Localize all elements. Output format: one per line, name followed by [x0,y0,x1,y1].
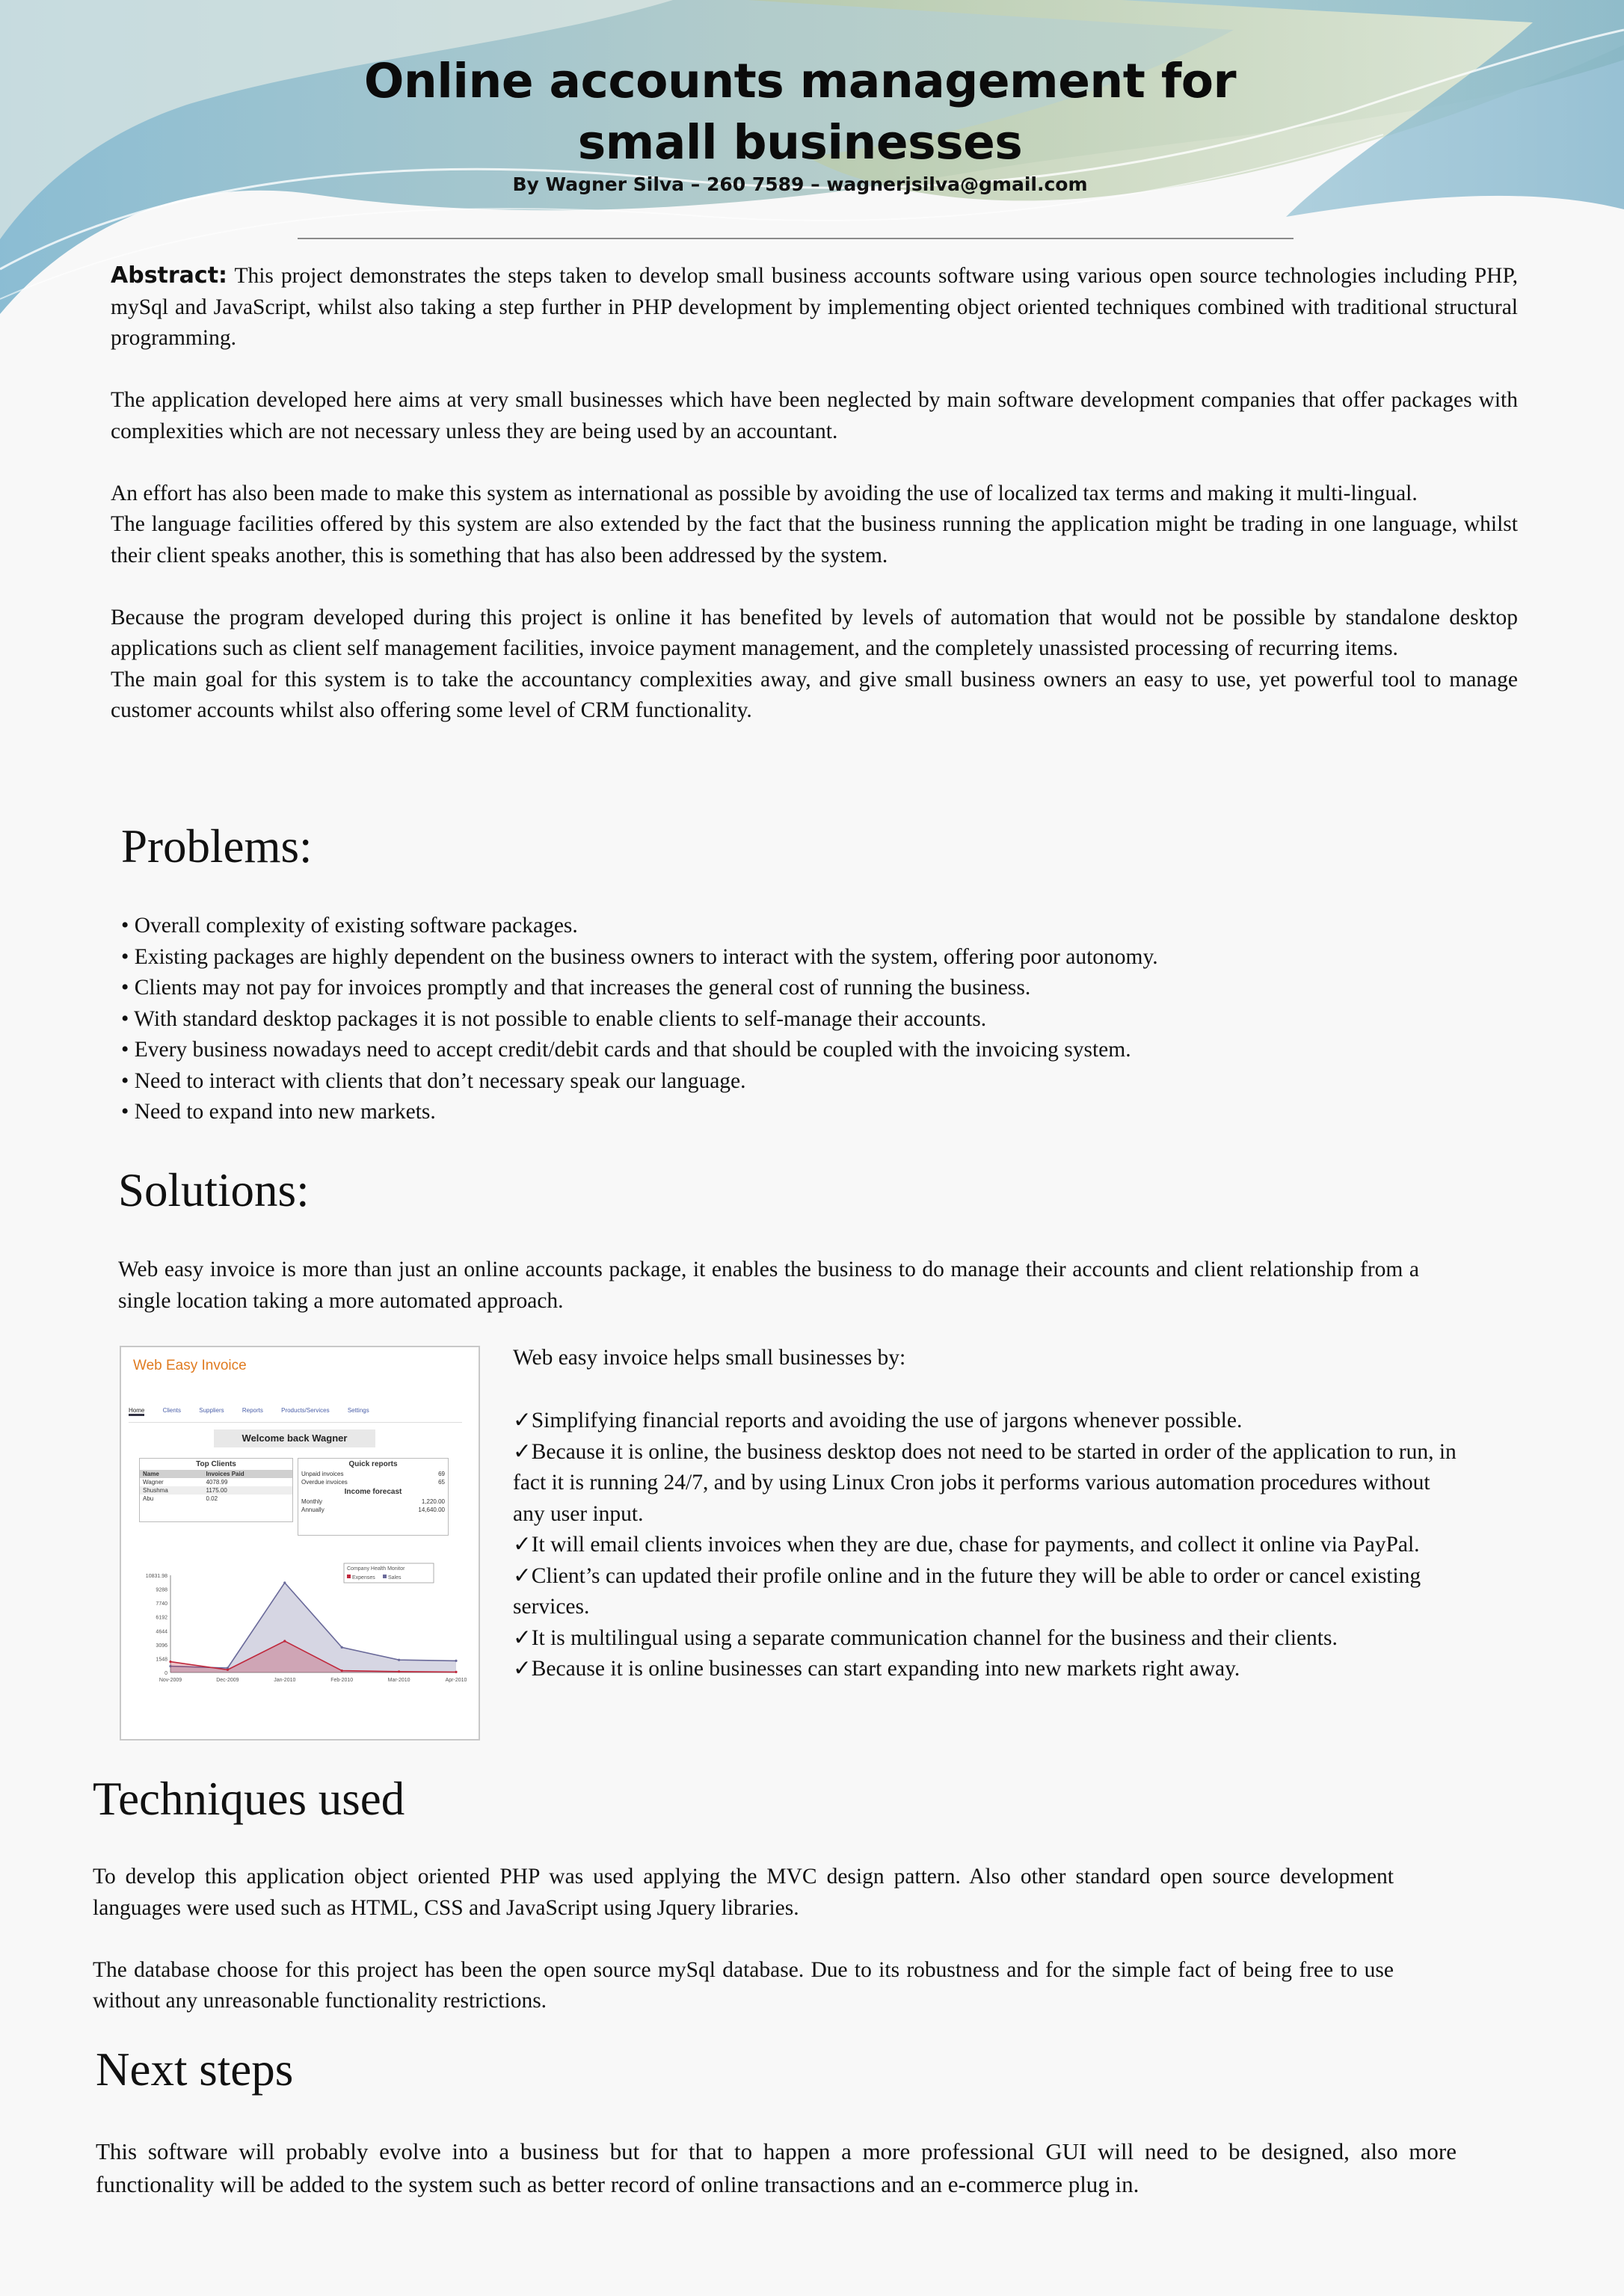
nav-products-services: Products/Services [281,1407,330,1414]
x-tick-label: Dec-2009 [216,1678,239,1683]
table-cell: 1175.00 [203,1486,292,1495]
table-cell: Abu [143,1495,154,1502]
quick-reports-title: Quick reports [348,1460,398,1468]
x-tick-label: Jan-2010 [274,1678,296,1683]
income-forecast-title: Income forecast [344,1488,402,1496]
abstract-p2: The application developed here aims at very small businesses which have been neglected by main software development companies that offer packages with complexities which are not necessary unless they are being used by an accountant. [111,388,1518,443]
data-point [455,1671,457,1673]
solutions-heading: Solutions: [118,1164,310,1216]
y-tick-label: 10831.98 [145,1574,167,1579]
techniques-p2: The database choose for this project has been the open source mySql database. Due to its robustness and for the simple fact of being free to use without any unreasonable functionality restrictions. [93,1957,1394,2013]
forecast-label: Annually [301,1506,325,1513]
data-point [341,1669,343,1672]
list-item: • Need to expand into new markets. [121,1100,436,1124]
chart-title: Company Health Monitor [347,1566,405,1572]
table-cell: 0.02 [206,1495,218,1502]
list-item: ✓Because it is online businesses can start expanding into new markets right away. [513,1657,1240,1681]
y-tick-label: 1548 [156,1657,167,1663]
company-health-chart [127,1560,471,1695]
list-item: • Need to interact with clients that don’t necessary speak our language. [121,1068,746,1093]
problems-list [121,911,1542,1128]
list-item: • Every business nowadays need to accept credit/debit cards and that should be coupled with the invoicing system. [121,1038,1131,1062]
legend-label: Expenses [352,1575,375,1581]
techniques-heading: Techniques used [93,1773,405,1825]
list-item: ✓Client’s can updated their profile online and in the future they will be able to order or cancel existing services. [513,1563,1421,1619]
table-cell: Shushma [140,1486,203,1495]
top-clients-panel [139,1458,293,1522]
table-cell: 4078.99 [206,1479,228,1486]
abstract-p3: An effort has also been made to make this system as international as possible by avoiding the use of localized tax terms and making it multi-lingual. [111,481,1418,505]
list-item: ✓It will email clients invoices when they are due, chase for payments, and collect it online via PayPal. [513,1533,1420,1557]
data-point [283,1581,286,1583]
author-byline: By Wagner Silva – 260 7589 – wagnerjsilva@gmail.com [512,173,1088,195]
y-tick-label: 3096 [156,1643,167,1649]
welcome-banner: Welcome back Wagner [214,1429,375,1447]
list-item: ✓Because it is online, the business desktop does not need to be started in order of the application to run, in fact it is running 24/7, and by using Linux Cron jobs it performs various automation procedures without any user input. [513,1439,1457,1526]
list-item: ✓It is multilingual using a separate communication channel for the business and their clients. [513,1625,1338,1650]
y-tick-label: 0 [164,1671,167,1676]
top-clients-table [140,1470,292,1503]
forecast-row [298,1498,448,1506]
x-tick-label: Apr-2010 [445,1678,467,1683]
title-line-2: small businesses [577,115,1023,170]
next-steps-heading: Next steps [96,2043,294,2096]
solutions-intro: Web easy invoice is more than just an online accounts package, it enables the business to do manage their accounts and client relationship from a single location taking a more automated approach. [118,1258,1419,1313]
list-item: • Overall complexity of existing software packages. [121,914,578,938]
report-label: Unpaid invoices [301,1471,344,1477]
next-steps-p1: This software will probably evolve into a business but for that to happen a more professional GUI will need to be designed, also more functionality will be added to the system such as better record of online transactions and an e-commerce plug in. [96,2138,1457,2197]
nav-settings: Settings [347,1407,369,1414]
y-tick-label: 7740 [156,1601,167,1607]
y-tick-label: 6192 [156,1615,167,1621]
report-value: 65 [438,1479,445,1486]
forecast-value: 1,220.00 [421,1498,445,1505]
data-point [398,1670,400,1672]
abstract-p4: The language facilities offered by this system are also extended by the fact that the business running the application might be trading in one language, whilst their client speaks another, this is something that has also been addressed by the system. [111,512,1518,567]
helps-intro: Web easy invoice helps small businesses by: [513,1346,906,1370]
report-label: Overdue invoices [301,1479,348,1486]
title-divider [298,238,1294,239]
report-row [298,1478,448,1486]
problems-heading: Problems: [121,820,313,872]
techniques-section [93,1862,1394,2017]
nav-home: Home [129,1407,144,1416]
poster-title [224,51,1376,173]
forecast-label: Monthly [301,1498,323,1505]
data-point [341,1646,343,1649]
report-value: 69 [438,1471,445,1477]
data-point [169,1661,171,1663]
report-row [298,1470,448,1478]
list-item: ✓Simplifying financial reports and avoiding the use of jargons whenever possible. [513,1409,1243,1432]
app-title: Web Easy Invoice [133,1358,247,1373]
y-tick-label: 4644 [156,1629,167,1635]
quick-reports-panel [298,1458,449,1536]
techniques-p1: To develop this application object oriented PHP was used applying the MVC design pattern. Also other standard open source development languages were used such as HTML, CSS and JavaScript using Jquery libraries. [93,1865,1394,1920]
table-cell: Wagner [143,1479,164,1486]
abstract-p5: Because the program developed during this project is online it has benefited by levels of automation that would not be possible by standalone desktop applications such as client self management facilities, invoice payment management, and the completely unassisted processing of recurring items. [111,605,1518,660]
y-tick-label: 9288 [156,1587,167,1593]
x-tick-label: Feb-2010 [330,1678,354,1683]
x-tick-label: Nov-2009 [159,1678,182,1683]
app-nav [129,1407,462,1423]
data-point [283,1640,286,1642]
abstract-p6: The main goal for this system is to take the accountancy complexities away, and give small business owners an easy to use, yet powerful tool to manage customer accounts whilst also offering some level of CRM functionality. [111,667,1518,722]
app-screenshot [120,1346,480,1741]
x-tick-label: Mar-2010 [387,1678,410,1683]
list-item: • Clients may not pay for invoices promptly and that increases the general cost of running the business. [121,976,1031,1000]
title-line-1: Online accounts management for [363,54,1237,108]
nav-clients: Clients [162,1407,182,1414]
data-point [227,1669,229,1671]
data-point [455,1660,457,1662]
column-header: Invoices Paid [203,1470,292,1478]
legend-swatch [347,1575,351,1578]
abstract-label: Abstract: [111,262,228,289]
legend-label: Sales [388,1575,402,1581]
list-item: • Existing packages are highly dependent on the business owners to interact with the system, offering poor autonomy. [121,944,1158,969]
forecast-row [298,1506,448,1514]
column-header: Name [140,1470,203,1478]
data-point [398,1659,400,1661]
legend-swatch [383,1575,387,1578]
list-item: • With standard desktop packages it is not possible to enable clients to self-manage their accounts. [121,1006,987,1031]
nav-reports: Reports [242,1407,263,1414]
top-clients-title: Top Clients [196,1460,236,1468]
forecast-value: 14,640.00 [418,1506,445,1513]
benefits-list [513,1406,1464,1685]
abstract-section [111,260,1518,727]
abstract-p1: This project demonstrates the steps taken to develop small business accounts software using various open source technologies including PHP, mySql and JavaScript, whilst also taking a step further in PHP development by implementing object oriented techniques combined with traditional structural programming. [111,264,1518,350]
nav-suppliers: Suppliers [199,1407,224,1414]
